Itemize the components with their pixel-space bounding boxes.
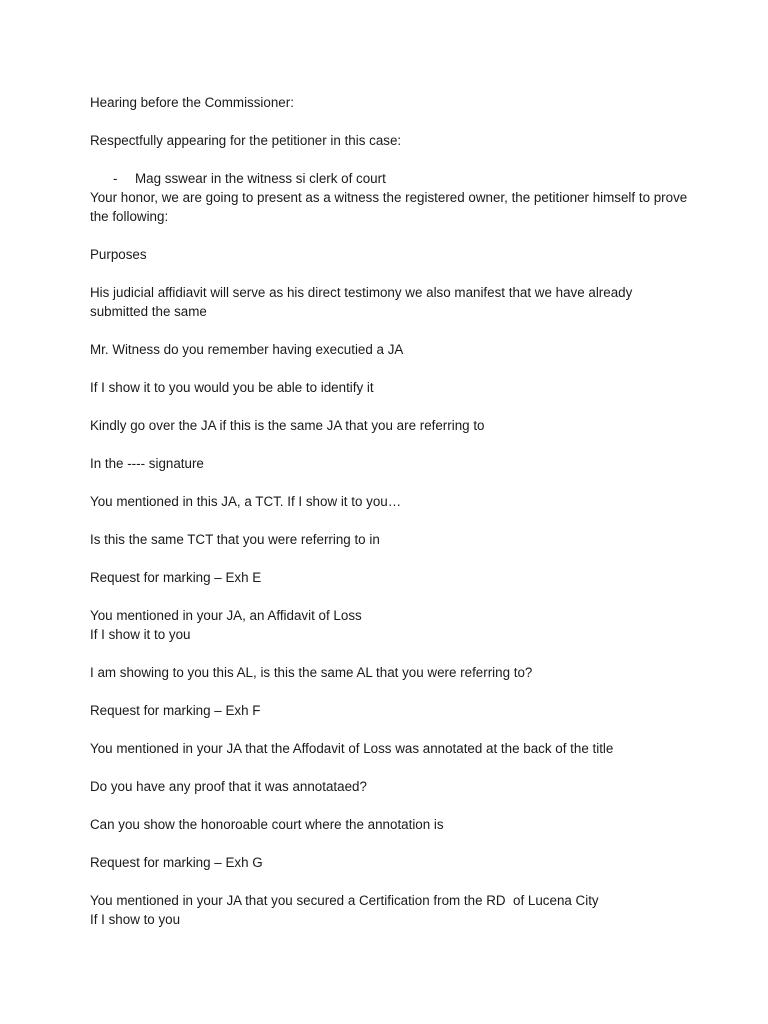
marking-exh-g: Request for marking – Exh G [90, 855, 263, 870]
affidavit-paragraph: His judicial affidiavit will serve as his direct testimony we also manifest that we have already submitted the same [90, 285, 637, 319]
question-10: Do you have any proof that it was annotataed? [90, 779, 367, 794]
marking-exh-e: Request for marking – Exh E [90, 570, 262, 585]
document-page [90, 93, 690, 929]
appearance-line: Respectfully appearing for the petitioner in this case: [90, 133, 402, 148]
question-3: Kindly go over the JA if this is the same JA that you are referring to [90, 418, 485, 433]
question-2: If I show it to you would you be able to identify it [90, 380, 374, 395]
question-12b: If I show to you [90, 912, 181, 927]
question-8: I am showing to you this AL, is this the same AL that you were referring to? [90, 665, 533, 680]
question-5: You mentioned in this JA, a TCT. If I show it to you… [90, 494, 402, 509]
question-4: In the ---- signature [90, 456, 204, 471]
marking-exh-f: Request for marking – Exh F [90, 703, 261, 718]
question-9: You mentioned in your JA that the Affodavit of Loss was annotated at the back of the title [90, 741, 614, 756]
intro-paragraph: Your honor, we are going to present as a witness the registered owner, the petitioner himself to prove the following: [90, 190, 691, 224]
bullet-text: Mag sswear in the witness si clerk of court [135, 171, 386, 186]
question-7b: If I show it to you [90, 627, 191, 642]
bullet-item [90, 169, 690, 188]
question-6: Is this the same TCT that you were referring to in [90, 532, 380, 547]
heading: Hearing before the Commissioner: [90, 95, 294, 110]
purposes-heading: Purposes [90, 247, 147, 262]
question-11: Can you show the honoroable court where the annotation is [90, 817, 444, 832]
question-12a: You mentioned in your JA that you secured a Certification from the RD of Lucena City [90, 893, 599, 908]
question-1: Mr. Witness do you remember having executied a JA [90, 342, 404, 357]
question-7a: You mentioned in your JA, an Affidavit of Loss [90, 608, 362, 623]
bullet-mark: - [113, 171, 118, 186]
